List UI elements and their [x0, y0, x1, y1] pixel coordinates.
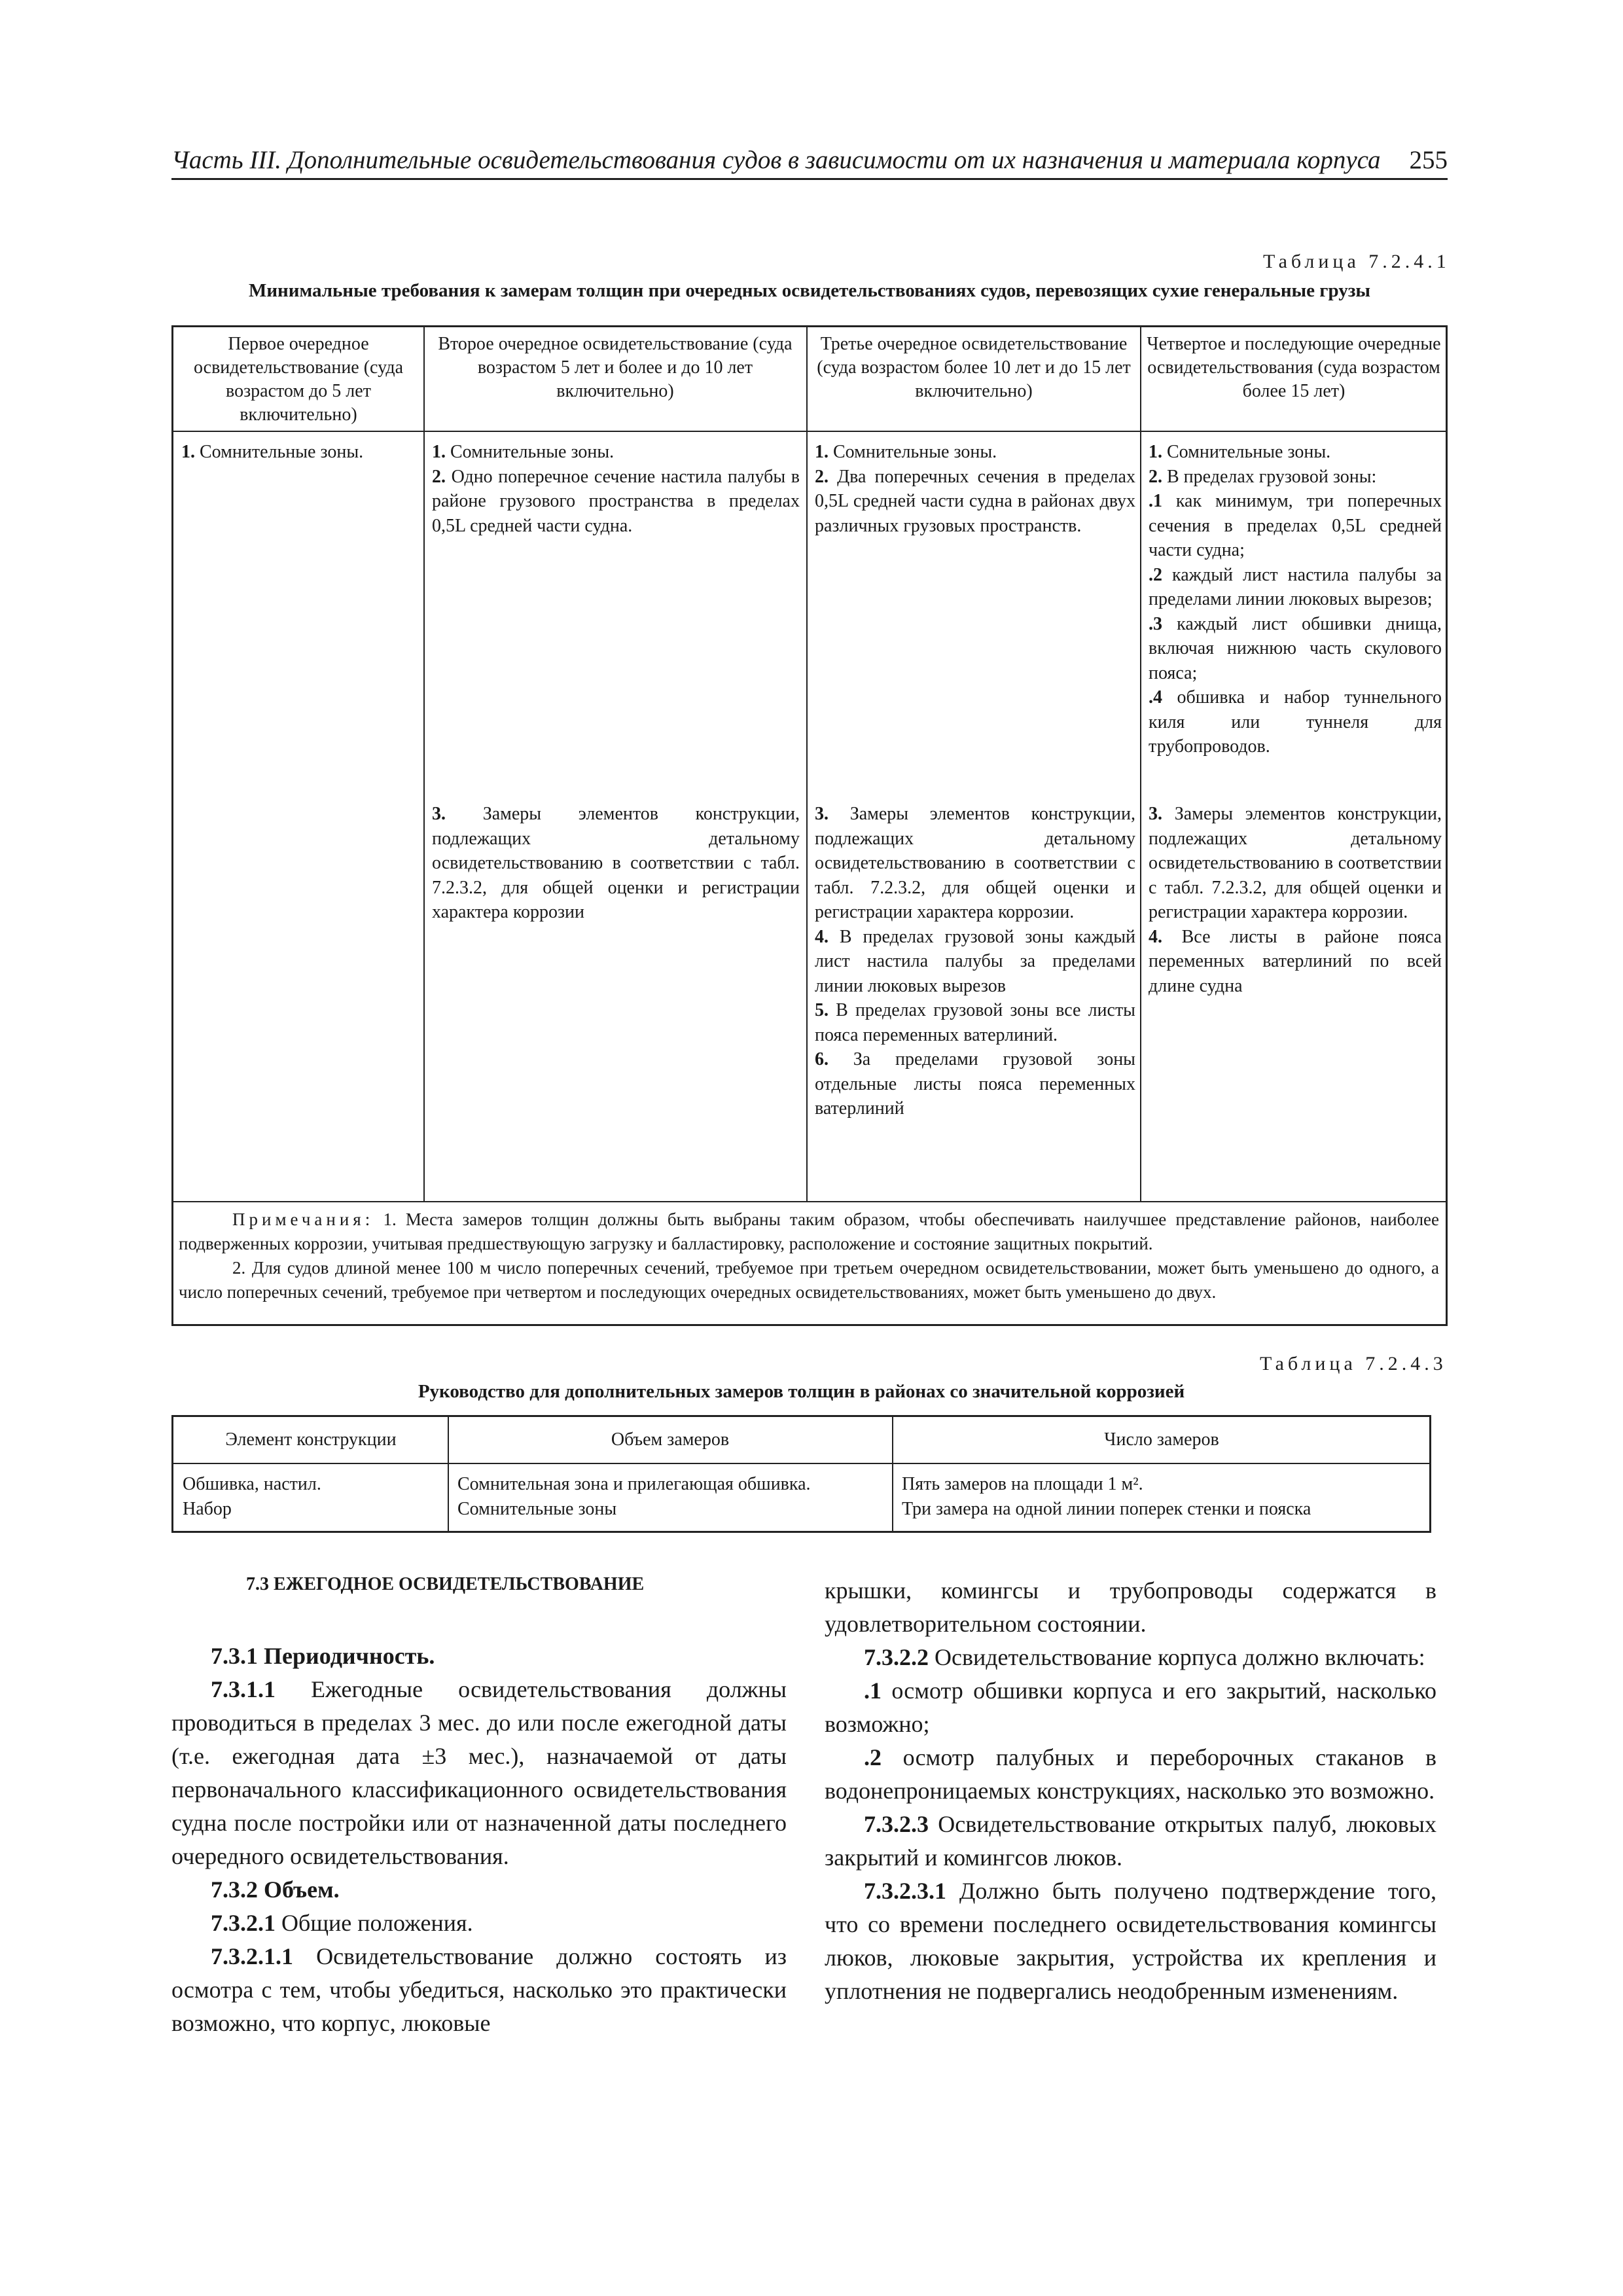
- table2-header-cell: Число замеров: [1104, 1429, 1219, 1450]
- table-item: 4. В пределах грузовой зоны каждый лист настила палубы за пределами линии люковых вырезов: [815, 926, 1135, 996]
- table-item: .2 каждый лист настила палубы за пределами линии люковых вырезов;: [1149, 564, 1442, 609]
- table1-cell-col1: [181, 440, 417, 465]
- table-item: 3. Замеры элементов конструкции, подлежащих детальному освидетельствованию в соответствии с табл. 7.2.3.2, для общей оценки и регистрации характера коррозии.: [1149, 804, 1442, 922]
- table2-cell: Сомнительная зона и прилегающая обшивка.: [457, 1474, 811, 1494]
- table-item: 1. Сомнительные зоны.: [1149, 442, 1331, 462]
- body-right-column: [825, 1574, 1436, 2008]
- paragraph: 7.3.2.2 Освидетельствование корпуса должно включать:: [864, 1644, 1425, 1670]
- table1-note: 2. Для судов длиной менее 100 м число поперечных сечений, требуемое при третьем очередном освидетельствовании, может быть уменьшено до одного, а число поперечных сечений, требуемое при четвертом и последующих очередных освидетельствованиях, может быть уменьшено до двух.: [179, 1258, 1439, 1302]
- table1-header-cell: Первое очередное освидетельствование (суда возрастом до 5 лет включительно): [193, 334, 404, 425]
- paragraph: .2 осмотр палубных и переборочных стаканов в водонепроницаемых конструкциях, насколько это возможно.: [825, 1744, 1436, 1804]
- paragraph: 7.3.2.3 Освидетельствование открытых палуб, люковых закрытий и комингсов люков.: [825, 1811, 1436, 1871]
- table2: [171, 1415, 1431, 1533]
- running-header: [171, 145, 1448, 180]
- table1-cell-col4-bottom: [1149, 802, 1442, 998]
- table-item: 6. За пределами грузовой зоны отдельные листы пояса переменных ватерлиний: [815, 1049, 1135, 1119]
- table2-divider: [448, 1417, 449, 1531]
- paragraph: 7.3.2 Объем.: [211, 1876, 340, 1903]
- table1-cell-col2-bottom: [432, 802, 800, 925]
- table-item: 1. Сомнительные зоны.: [181, 442, 364, 462]
- table2-title: Руководство для дополнительных замеров толщин в районах со значительной коррозией: [418, 1381, 1185, 1402]
- table2-divider: [173, 1463, 1429, 1464]
- paragraph: 7.3.2.1 Общие положения.: [211, 1910, 473, 1936]
- table2-cell: Пять замеров на площади 1 м².: [902, 1474, 1143, 1494]
- table2-header-cell: Объем замеров: [611, 1429, 730, 1450]
- table1-cell-col2-top: [432, 440, 800, 538]
- table1-title: Минимальные требования к замерам толщин при очередных освидетельствованиях судов, перевозящих сухие генеральные грузы: [248, 280, 1371, 301]
- table2-label: Таблица 7.2.4.3: [1260, 1353, 1447, 1374]
- page-number: 255: [1409, 146, 1448, 174]
- running-header-title: Часть III. Дополнительные освидетельствования судов в зависимости от их назначения и материала корпуса: [171, 146, 1381, 174]
- table-item: 3. Замеры элементов конструкции, подлежащих детальному освидетельствованию в соответствии с табл. 7.2.3.2, для общей оценки и регистрации характера коррозии: [432, 804, 800, 922]
- table1-note: Примечания: 1. Места замеров толщин должны быть выбраны таким образом, чтобы обеспечивать наилучшее представление районов, наиболее подверженных коррозии, учитывая предшествующую загрузку и балластировку, расположение и состояние защитных покрытий.: [179, 1210, 1440, 1253]
- table1-cell-col3-top: [815, 440, 1135, 538]
- paragraph: 7.3.2.3.1 Должно быть получено подтверждение того, что со времени последнего освидетельствования комингсы люков, люковые закрытия, устройства их крепления и уплотнения не подвергались неодобренным изменениям.: [825, 1878, 1436, 2004]
- table-item: 4. Все листы в районе пояса переменных ватерлиний по всей длине судна: [1149, 926, 1442, 996]
- table1-header-cell: Третье очередное освидетельствование (суда возрастом более 10 лет и до 15 лет включительно): [817, 334, 1131, 401]
- table1-divider: [173, 1201, 1446, 1202]
- section-title: 7.3 ЕЖЕГОДНОЕ ОСВИДЕТЕЛЬСТВОВАНИЕ: [246, 1574, 645, 1594]
- table1-notes: [179, 1208, 1439, 1304]
- table2-cell: Три замера на одной линии поперек стенки и пояска: [902, 1499, 1311, 1519]
- paragraph: .1 осмотр обшивки корпуса и его закрытий, насколько возможно;: [825, 1677, 1436, 1737]
- table2-divider: [892, 1417, 893, 1531]
- paragraph: 7.3.2.1.1 Освидетельствование должно состоять из осмотра с тем, чтобы убедиться, насколько это практически возможно, что корпус, люковые: [171, 1943, 787, 2036]
- table1-cell-col4-top: [1149, 440, 1442, 759]
- paragraph: 7.3.1 Периодичность.: [211, 1643, 435, 1669]
- table1-header-cell: Четвертое и последующие очередные освидетельствования (суда возрастом более 15 лет): [1147, 334, 1441, 401]
- table-item: 5. В пределах грузовой зоны все листы пояса переменных ватерлиний.: [815, 1000, 1135, 1045]
- table2-cell: Сомнительные зоны: [457, 1499, 617, 1519]
- table1-header-cell: Второе очередное освидетельствование (суда возрастом 5 лет и более и до 10 лет включительно): [438, 334, 793, 401]
- table1-divider: [173, 431, 1446, 432]
- table1-label: Таблица 7.2.4.1: [1263, 251, 1450, 272]
- table-item: 3. Замеры элементов конструкции, подлежащих детальному освидетельствованию в соответствии с табл. 7.2.3.2, для общей оценки и регистрации характера коррозии.: [815, 804, 1135, 922]
- table1-divider: [423, 327, 425, 1201]
- table1-cell-col3-bottom: [815, 802, 1135, 1121]
- paragraph: 7.3.1.1 Ежегодные освидетельствования должны проводиться в пределах 3 мес. до или после ежегодной даты (т.е. ежегодная дата ±3 мес.), назначаемой от даты первоначального классификационного освидетельствования судна после постройки или от назначенной даты последнего очередного освидетельствования.: [171, 1676, 787, 1869]
- paragraph: крышки, комингсы и трубопроводы содержатся в удовлетворительном состоянии.: [825, 1577, 1436, 1637]
- table-item: 1. Сомнительные зоны.: [432, 442, 615, 462]
- table1-divider: [806, 327, 808, 1201]
- table-item: 2. Одно поперечное сечение настила палубы в районе грузового пространства в пределах 0,5L средней части судна.: [432, 466, 800, 536]
- body-left-column: [171, 1640, 787, 2040]
- table-item: .3 каждый лист обшивки днища, включая нижнюю часть скулового пояса;: [1149, 613, 1442, 683]
- table1-divider: [1140, 327, 1141, 1201]
- table2-cell: Набор: [183, 1499, 232, 1519]
- table-item: 2. Два поперечных сечения в пределах 0,5L средней части судна в районах двух различных грузовых пространств.: [815, 466, 1135, 536]
- table-item: .1 как минимум, три поперечных сечения в пределах 0,5L средней части судна;: [1149, 491, 1442, 560]
- table2-header-cell: Элемент конструкции: [225, 1429, 397, 1450]
- table-item: 2. В пределах грузовой зоны:: [1149, 466, 1377, 487]
- table2-cell: Обшивка, настил.: [183, 1474, 321, 1494]
- notes-label: Примечания:: [232, 1210, 374, 1229]
- table-item: .4 обшивка и набор туннельного киля или туннеля для трубопроводов.: [1149, 687, 1442, 757]
- table-item: 1. Сомнительные зоны.: [815, 442, 997, 462]
- table1: [171, 325, 1448, 1326]
